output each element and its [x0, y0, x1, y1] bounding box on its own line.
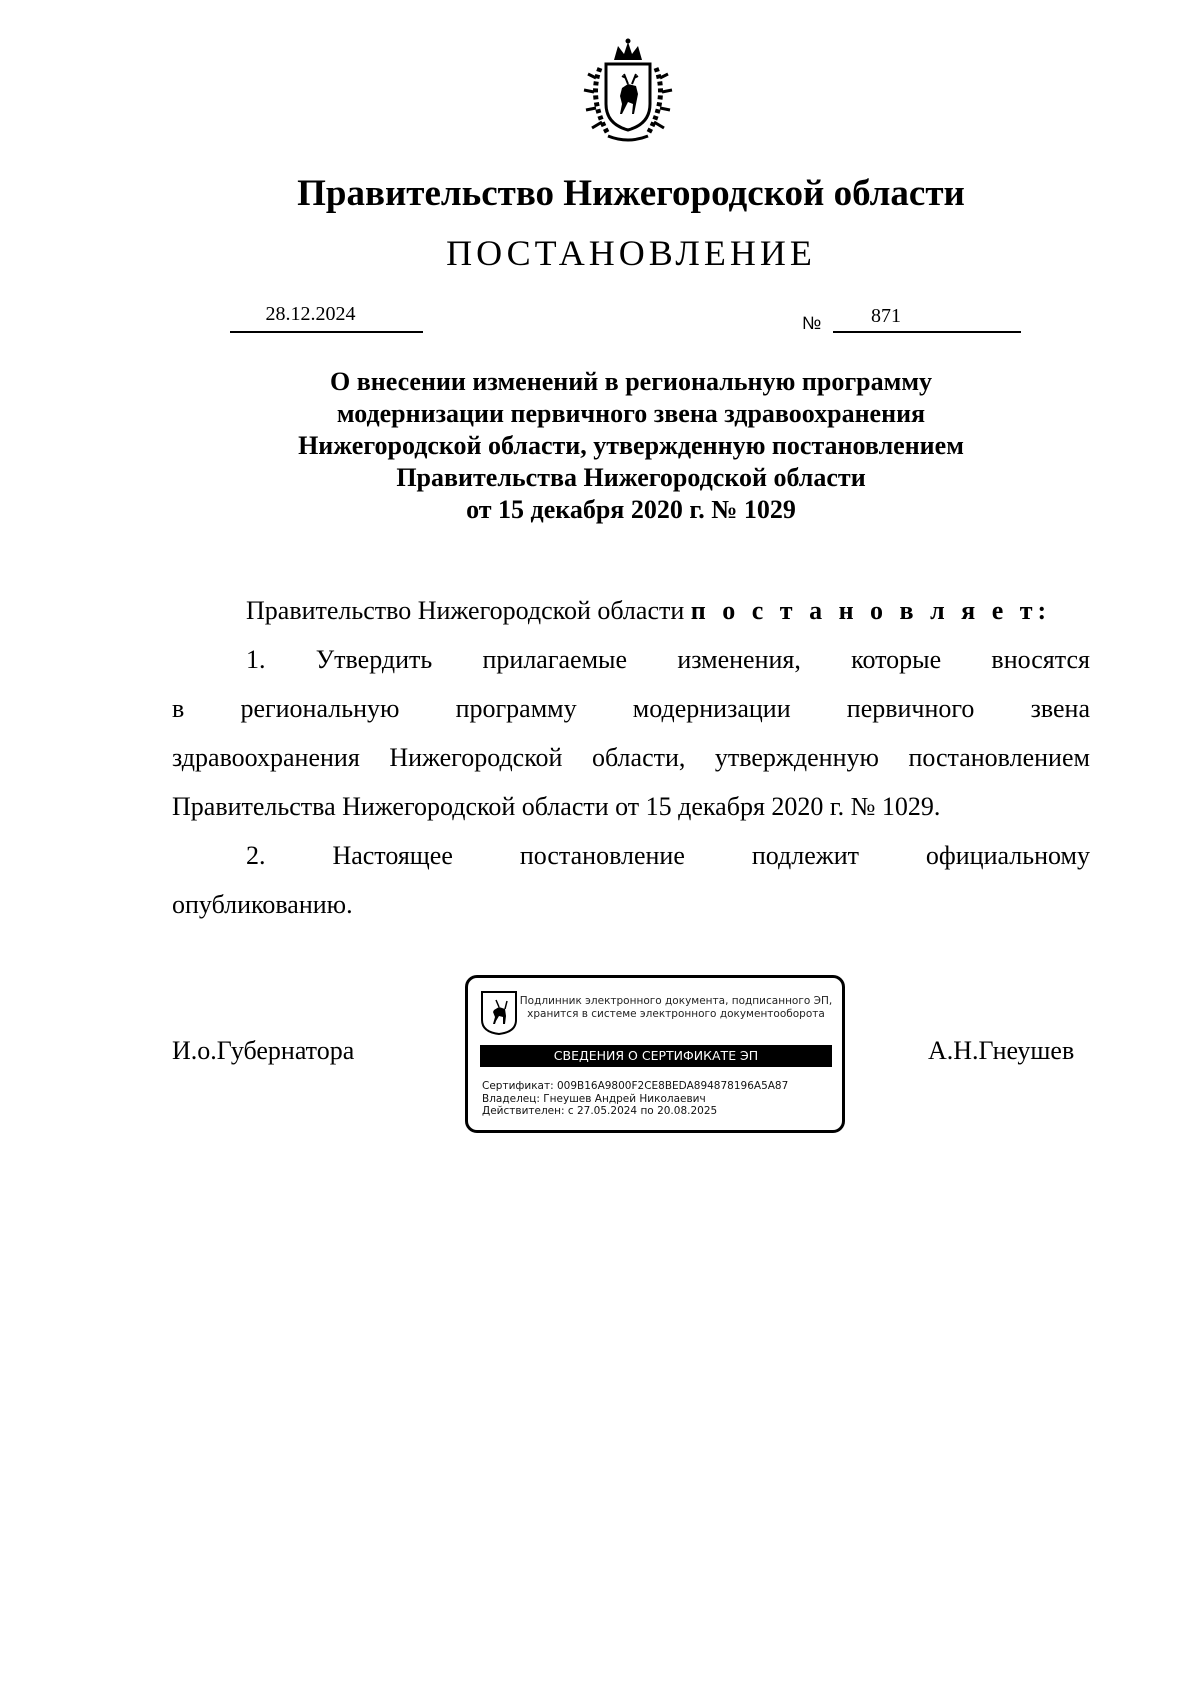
- word: Нижегородской: [389, 743, 563, 772]
- stamp-original-note: [518, 995, 834, 1021]
- word: 1.: [246, 645, 266, 674]
- subject-line: от 15 декабря 2020 г. № 1029: [466, 495, 796, 524]
- word: подлежит: [751, 841, 859, 870]
- word: программу: [455, 694, 577, 723]
- item-1-line-1: [246, 645, 1090, 675]
- item-1-line-4: Правительства Нижегородской области от 15 декабря 2020 г. № 1029.: [172, 792, 941, 821]
- word: постановлением: [908, 743, 1090, 772]
- stamp-validity: Действителен: с 27.05.2024 по 20.08.2025: [482, 1105, 718, 1117]
- stamp-owner: Владелец: Гнеушев Андрей Николаевич: [482, 1092, 706, 1105]
- document-number-value: 871: [871, 305, 901, 327]
- word: постановление: [519, 841, 685, 870]
- government-title: Правительство Нижегородской области: [297, 173, 965, 214]
- number-sign: №: [802, 313, 822, 333]
- electronic-signature-stamp: [465, 975, 845, 1133]
- item-2-line-2: опубликованию.: [172, 890, 353, 919]
- word: утвержденную: [714, 743, 879, 772]
- word: официальному: [925, 841, 1090, 870]
- signer-name: А.Н.Гнеушев: [928, 1036, 1075, 1065]
- word: в: [172, 694, 185, 723]
- word: здравоохранения: [172, 743, 360, 772]
- stamp-certificate-number: Сертификат: 009B16A9800F2CE8BEDA894878196A5A87: [482, 1080, 789, 1092]
- word: звена: [1030, 694, 1090, 723]
- stamp-certificate-details: [482, 1080, 788, 1118]
- item-1-line-2: [172, 694, 1090, 724]
- word: изменения,: [677, 645, 801, 674]
- subject-line: Правительства Нижегородской области: [396, 463, 866, 492]
- stamp-certificate-header: СВЕДЕНИЯ О СЕРТИФИКАТЕ ЭП: [480, 1045, 832, 1067]
- word: Утвердить: [315, 645, 433, 674]
- document-date-value: 28.12.2024: [265, 303, 356, 325]
- coat-of-arms-icon: [578, 38, 678, 148]
- document-type: ПОСТАНОВЛЕНИЕ: [446, 233, 816, 273]
- word: 2.: [246, 841, 266, 870]
- word: вносятся: [991, 645, 1090, 674]
- signer-title: И.о.Губернатора: [172, 1036, 355, 1065]
- item-2-line-1: [246, 841, 1090, 871]
- preamble-text: Правительство Нижегородской области: [246, 596, 691, 625]
- word: первичного: [846, 694, 975, 723]
- word: области,: [591, 743, 686, 772]
- stamp-emblem-icon: [480, 990, 518, 1036]
- word: региональную: [240, 694, 400, 723]
- document-subject: [0, 366, 1200, 526]
- preamble: [246, 596, 1051, 626]
- stamp-original-line: хранится в системе электронного документооборота: [527, 1008, 825, 1020]
- subject-line: О внесении изменений в региональную программу: [329, 367, 933, 396]
- word: Настоящее: [332, 841, 453, 870]
- document-date: [230, 303, 423, 333]
- document-number: [833, 303, 1021, 333]
- subject-line: Нижегородской области, утвержденную постановлением: [298, 431, 964, 460]
- item-1-line-3: [172, 743, 1090, 773]
- word: которые: [851, 645, 942, 674]
- word: прилагаемые: [482, 645, 628, 674]
- preamble-emphasis: п о с т а н о в л я е т:: [690, 596, 1052, 625]
- stamp-original-line: Подлинник электронного документа, подписанного ЭП,: [519, 995, 833, 1007]
- word: модернизации: [632, 694, 791, 723]
- subject-line: модернизации первичного звена здравоохранения: [336, 399, 926, 428]
